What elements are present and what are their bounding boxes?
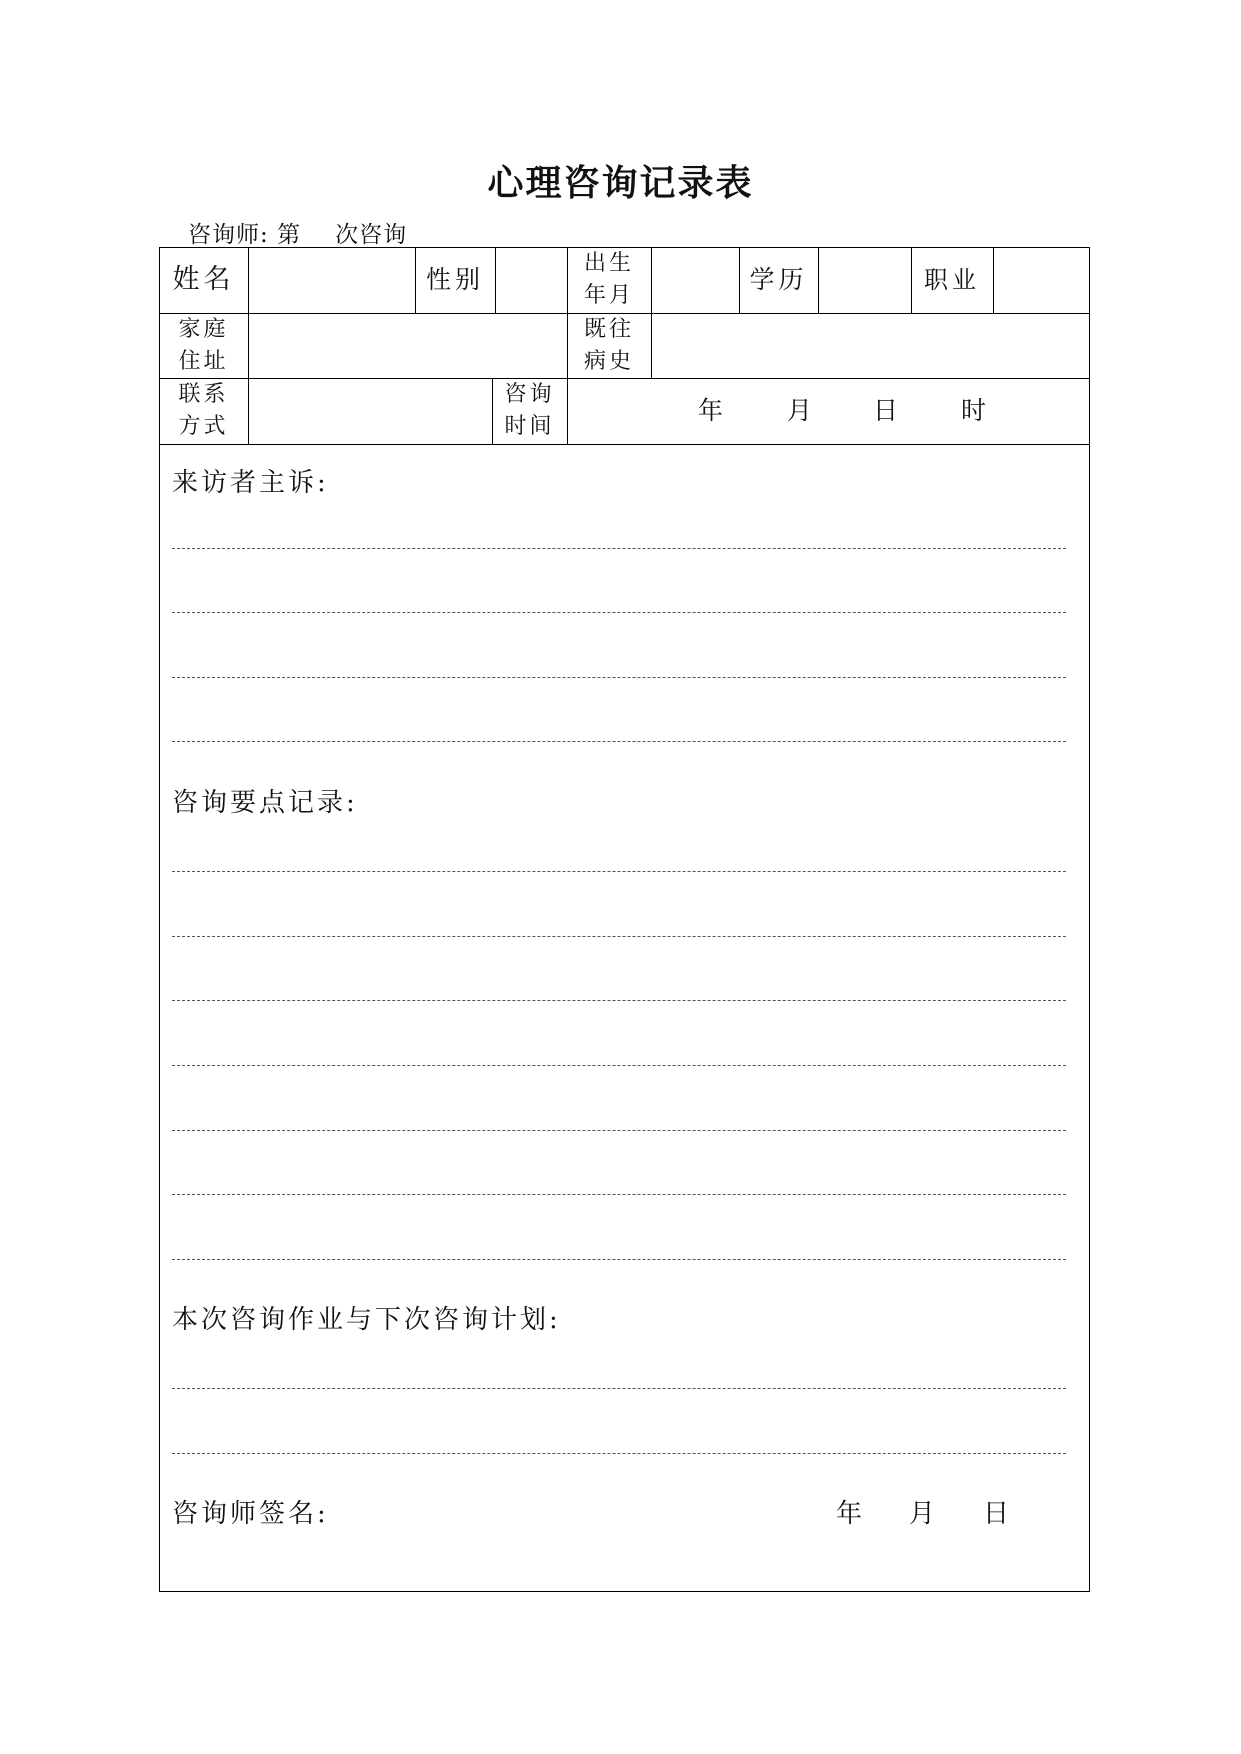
signature-year-label: 年	[836, 1499, 863, 1529]
occupation-label: 职业	[924, 266, 980, 294]
birth-label-line1: 出生	[583, 251, 634, 276]
address-label	[159, 313, 248, 378]
notes-line[interactable]	[172, 1259, 1066, 1260]
contact-label	[159, 378, 248, 444]
occupation-field[interactable]	[993, 247, 1090, 313]
date-year-label: 年	[698, 396, 724, 425]
birth-field[interactable]	[651, 247, 739, 313]
notes-line[interactable]	[172, 1194, 1066, 1195]
complaint-line[interactable]	[172, 612, 1066, 613]
history-label-line1: 既往	[583, 316, 634, 342]
date-hour-label: 时	[961, 396, 987, 425]
row-divider	[159, 444, 1090, 445]
contact-label-line2: 方式	[178, 414, 229, 439]
notes-line[interactable]	[172, 1000, 1066, 1001]
address-label-line2: 住址	[178, 348, 229, 374]
session-suffix: 次咨询	[335, 222, 408, 248]
address-label-line1: 家庭	[178, 316, 229, 342]
notes-heading: 咨询要点记录:	[172, 788, 358, 818]
plan-heading: 本次咨询作业与下次咨询计划:	[172, 1305, 561, 1335]
counselor-label: 咨询师:	[188, 222, 269, 248]
name-label: 姓名	[172, 264, 235, 295]
address-field[interactable]	[248, 313, 567, 378]
notes-line[interactable]	[172, 1130, 1066, 1131]
time-label-line2: 时间	[504, 414, 555, 439]
signature-day-label: 日	[983, 1499, 1010, 1529]
plan-line[interactable]	[172, 1453, 1066, 1454]
notes-line[interactable]	[172, 871, 1066, 872]
page-title: 心理咨询记录表	[487, 163, 754, 204]
date-month-label: 月	[787, 396, 813, 425]
gender-label: 性别	[425, 265, 484, 294]
record-form-frame	[159, 247, 1090, 1592]
name-field[interactable]	[248, 247, 415, 313]
contact-field[interactable]	[248, 378, 492, 444]
time-label	[492, 378, 567, 444]
contact-label-line1: 联系	[178, 382, 229, 407]
education-label: 学历	[749, 265, 808, 294]
gender-field[interactable]	[495, 247, 567, 313]
complaint-line[interactable]	[172, 741, 1066, 742]
complaint-line[interactable]	[172, 677, 1066, 678]
complaint-heading: 来访者主诉:	[172, 468, 329, 498]
history-label	[567, 313, 651, 378]
notes-line[interactable]	[172, 936, 1066, 937]
history-field[interactable]	[651, 313, 1090, 378]
counselor-session-line	[188, 216, 407, 249]
plan-line[interactable]	[172, 1388, 1066, 1389]
date-day-label: 日	[873, 396, 899, 425]
signature-label: 咨询师签名:	[172, 1499, 329, 1529]
history-label-line2: 病史	[583, 348, 634, 374]
birth-label	[567, 247, 651, 313]
education-field[interactable]	[818, 247, 911, 313]
consult-time-field[interactable]	[567, 378, 1090, 444]
time-label-line1: 咨询	[504, 382, 555, 407]
notes-line[interactable]	[172, 1065, 1066, 1066]
complaint-line[interactable]	[172, 548, 1066, 549]
birth-label-line2: 年月	[583, 283, 634, 308]
signature-month-label: 月	[909, 1499, 936, 1529]
session-prefix: 第	[277, 222, 302, 248]
